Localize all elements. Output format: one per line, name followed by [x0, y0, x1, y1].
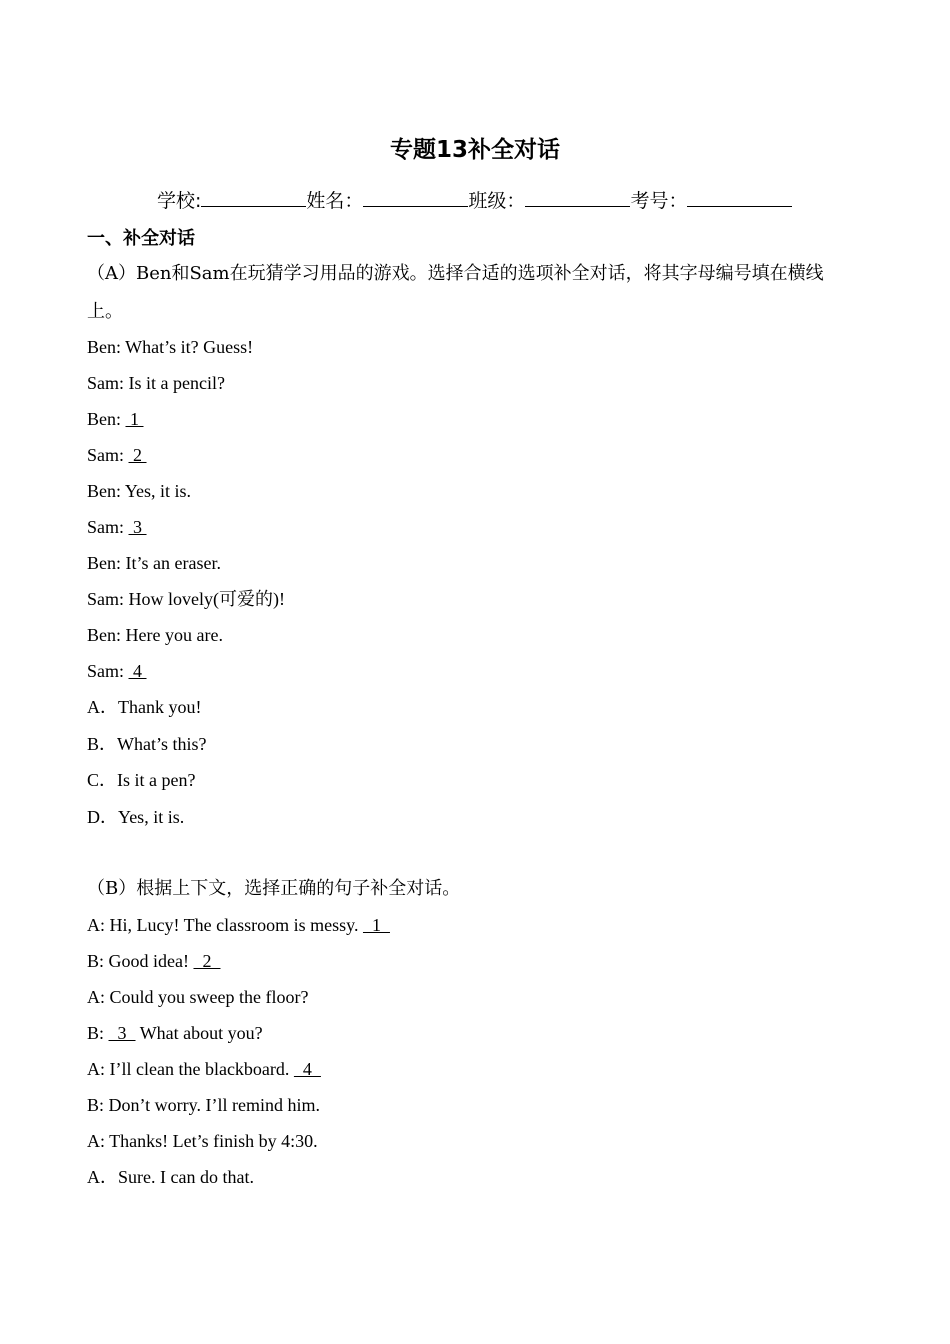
dialogue-text: What about you?: [135, 1023, 263, 1043]
dialogue-line: [87, 550, 221, 576]
exam-number-blank: [687, 188, 792, 207]
class-label: 班级：: [468, 190, 526, 212]
exam-number-label: 考号：: [630, 190, 688, 212]
page-title: 专题13补全对话: [389, 137, 560, 163]
answer-blank: 4: [128, 661, 147, 681]
dialogue-text: B: Good idea!: [87, 951, 194, 971]
dialogue-text: A: Hi, Lucy! The classroom is messy.: [87, 915, 363, 935]
dialogue-text: Ben:: [87, 409, 126, 429]
dialogue-line: [87, 948, 220, 974]
answer-blank: 4: [293, 1059, 321, 1079]
dialogue-text: A: I’ll clean the blackboard.: [87, 1059, 294, 1079]
dialogue-line: [87, 1056, 321, 1082]
answer-blank: 2: [193, 951, 221, 971]
section-heading: 一、补全对话: [87, 228, 195, 249]
dialogue-text: Sam: Is it a pencil?: [87, 373, 225, 393]
dialogue-line: [87, 442, 147, 468]
name-blank: [363, 188, 468, 207]
part-b-intro: （B）根据上下文，选择正确的句子补全对话。: [87, 878, 461, 899]
dialogue-text: A: Thanks! Let’s finish by 4:30.: [87, 1131, 318, 1151]
dialogue-text: A: Could you sweep the floor?: [87, 987, 309, 1007]
dialogue-line: [87, 1128, 318, 1154]
dialogue-line: [87, 622, 223, 648]
answer-option: C．Is it a pen?: [87, 770, 196, 790]
part-a-intro: （A）Ben和Sam在玩猜学习用品的游戏。选择合适的选项补全对话，将其字母编号填在横线上。: [87, 263, 824, 322]
name-label: 姓名：: [306, 190, 364, 212]
dialogue-text: B:: [87, 1023, 109, 1043]
dialogue-line: [87, 514, 147, 540]
answer-option: D．Yes, it is.: [87, 806, 185, 827]
dialogue-line: [87, 1092, 320, 1118]
dialogue-text: Sam:: [87, 445, 129, 465]
dialogue-text: Sam: How lovely(可爱的)!: [87, 589, 285, 609]
dialogue-text: Sam:: [87, 517, 129, 537]
dialogue-line: [87, 478, 191, 504]
answer-blank: 3: [108, 1023, 136, 1043]
dialogue-line: [87, 406, 144, 432]
dialogue-line: [87, 586, 285, 612]
school-label: 学校:: [157, 190, 202, 212]
answer-option: A．Sure. I can do that.: [87, 1167, 254, 1187]
dialogue-line: [87, 370, 225, 396]
answer-option: B．What’s this?: [87, 733, 207, 754]
school-blank: [201, 188, 306, 207]
answer-blank: 1: [362, 915, 390, 935]
dialogue-line: [87, 1020, 263, 1046]
student-info-line: [157, 187, 792, 215]
answer-blank: 3: [128, 517, 147, 537]
dialogue-text: Ben: It’s an eraser.: [87, 553, 221, 573]
dialogue-line: [87, 984, 308, 1010]
dialogue-text: B: Don’t worry. I’ll remind him.: [87, 1095, 320, 1115]
dialogue-line: [87, 334, 253, 360]
class-blank: [525, 188, 630, 207]
dialogue-text: Ben: Here you are.: [87, 625, 223, 645]
answer-blank: 2: [128, 445, 147, 465]
dialogue-line: [87, 912, 390, 938]
answer-blank: 1: [125, 409, 144, 429]
dialogue-text: Ben: What’s it? Guess!: [87, 337, 254, 357]
answer-option: A．Thank you!: [87, 697, 202, 717]
dialogue-text: Sam:: [87, 661, 129, 681]
dialogue-line: [87, 658, 147, 684]
dialogue-text: Ben: Yes, it is.: [87, 481, 192, 501]
